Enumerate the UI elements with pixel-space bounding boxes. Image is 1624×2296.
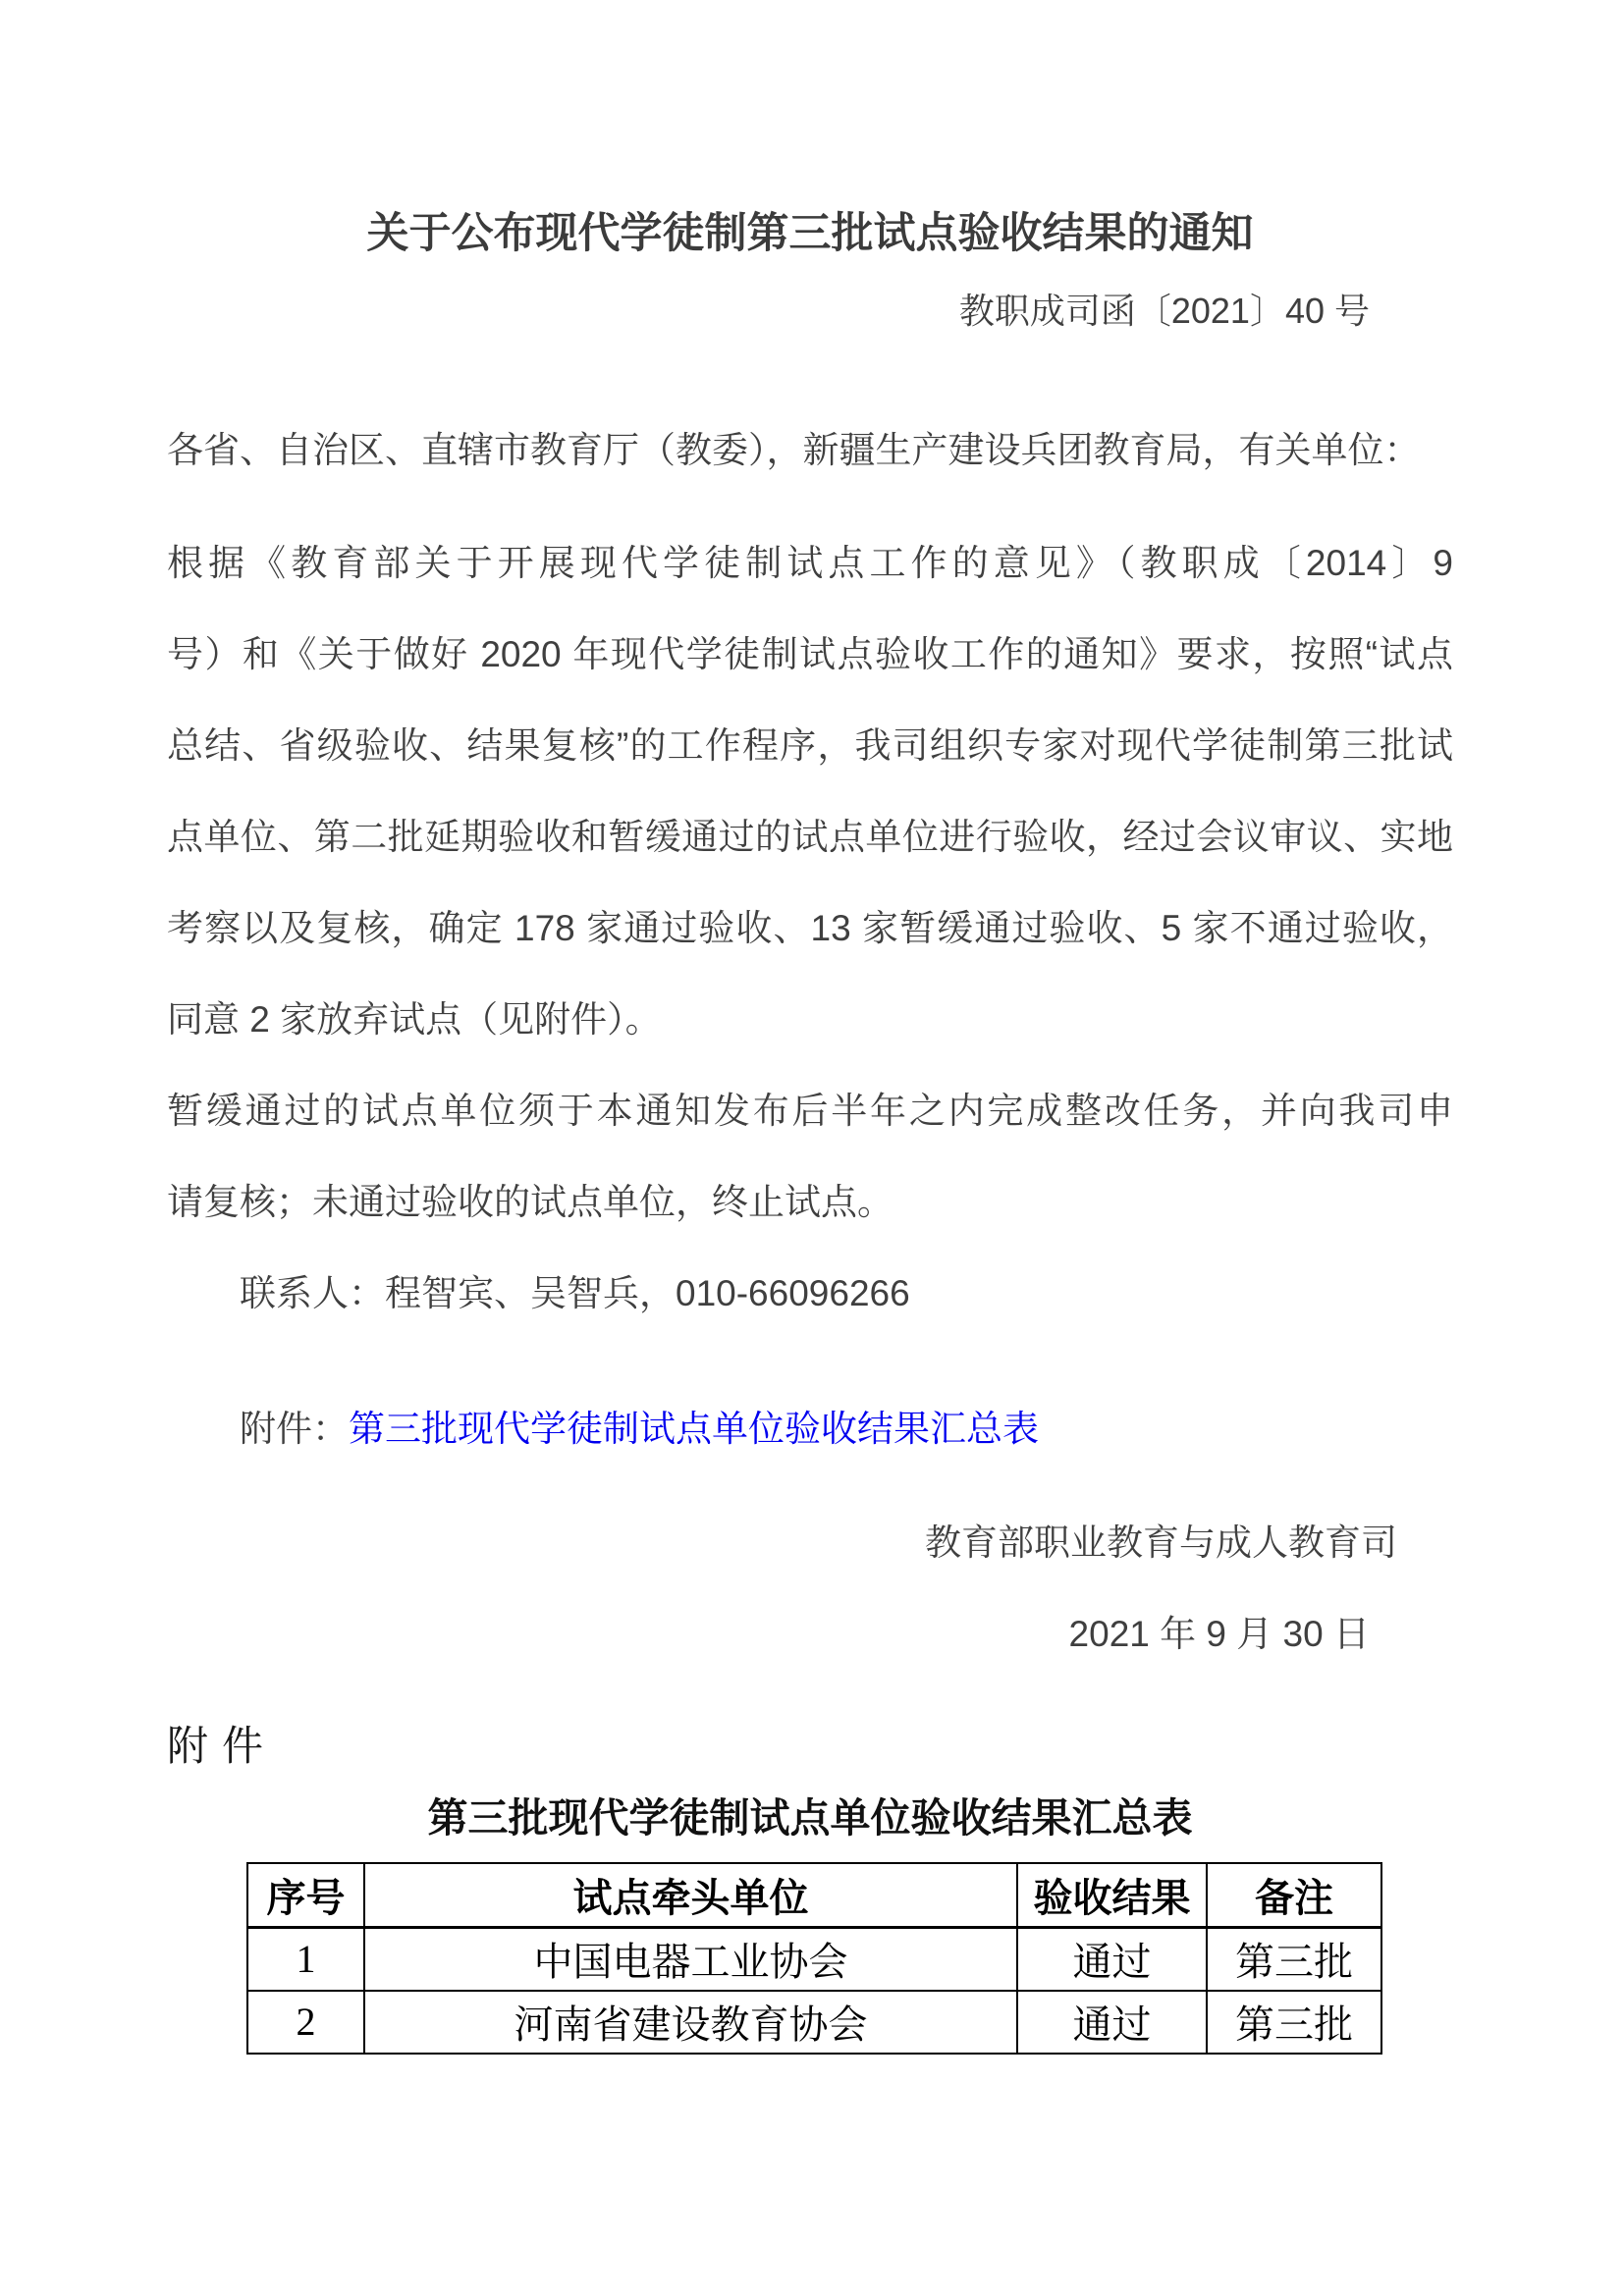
results-table [246, 1862, 1382, 2055]
cell-note: 第三批 [1207, 1927, 1381, 1991]
attachment-line [167, 1383, 1453, 1474]
notice-title: 关于公布现代学徒制第三批试点验收结果的通知 [366, 210, 1254, 257]
issue-date: 2021 年 9 月 30 日 [1068, 1613, 1370, 1654]
cell-note: 第三批 [1207, 1991, 1381, 2054]
cell-unit: 河南省建设教育协会 [364, 1991, 1017, 2054]
doc-number: 教职成司函〔2021〕40 号 [958, 290, 1370, 331]
table-header-cell: 验收结果 [1017, 1863, 1207, 1928]
attachment-label: 附件： [240, 1408, 349, 1449]
body-line: 号）和《关于做好 2020 年现代学徒制试点验收工作的通知》要求，按照“试点 [167, 633, 1453, 674]
attachment-link[interactable]: 第三批现代学徒制试点单位验收结果汇总表 [349, 1408, 1039, 1449]
table-header-cell: 试点牵头单位 [364, 1863, 1017, 1928]
table-row [247, 1991, 1381, 2054]
body-line: 点单位、第二批延期验收和暂缓通过的试点单位进行验收，经过会议审议、实地 [167, 816, 1453, 857]
table-header-row [247, 1863, 1381, 1928]
table-body [247, 1927, 1381, 2054]
issuer-signature: 教育部职业教育与成人教育司 [925, 1522, 1397, 1563]
body-line: 暂缓通过的试点单位须于本通知发布后半年之内完成整改任务，并向我司申 [167, 1090, 1453, 1131]
appendix-label: 附件 [167, 1724, 278, 1770]
cell-result: 通过 [1017, 1991, 1207, 2054]
body-line: 同意 2 家放弃试点（见附件）。 [167, 998, 662, 1040]
body-line: 总结、省级验收、结果复核”的工作程序，我司组织专家对现代学徒制第三批试 [167, 724, 1453, 766]
body-line: 根据《教育部关于开展现代学徒制试点工作的意见》（教职成〔2014〕9 [167, 542, 1453, 583]
table-header-cell: 序号 [247, 1863, 364, 1928]
body-line: 请复核；未通过验收的试点单位，终止试点。 [167, 1181, 893, 1222]
cell-result: 通过 [1017, 1927, 1207, 1991]
body-line: 考察以及复核，确定 178 家通过验收、13 家暂缓通过验收、5 家不通过验收， [167, 907, 1453, 948]
appendix-table-title: 第三批现代学徒制试点单位验收结果汇总表 [427, 1794, 1193, 1841]
cell-index: 1 [247, 1927, 364, 1991]
table-row [247, 1927, 1381, 1991]
cell-unit: 中国电器工业协会 [364, 1927, 1017, 1991]
paragraph-2 [167, 1065, 1453, 1248]
paragraph-1 [167, 517, 1453, 1065]
table-header-cell: 备注 [1207, 1863, 1381, 1928]
cell-index: 2 [247, 1991, 364, 2054]
contact-line: 联系人：程智宾、吴智兵，010-66096266 [240, 1272, 910, 1313]
salutation-line: 各省、自治区、直辖市教育厅（教委），新疆生产建设兵团教育局，有关单位： [167, 429, 1421, 470]
